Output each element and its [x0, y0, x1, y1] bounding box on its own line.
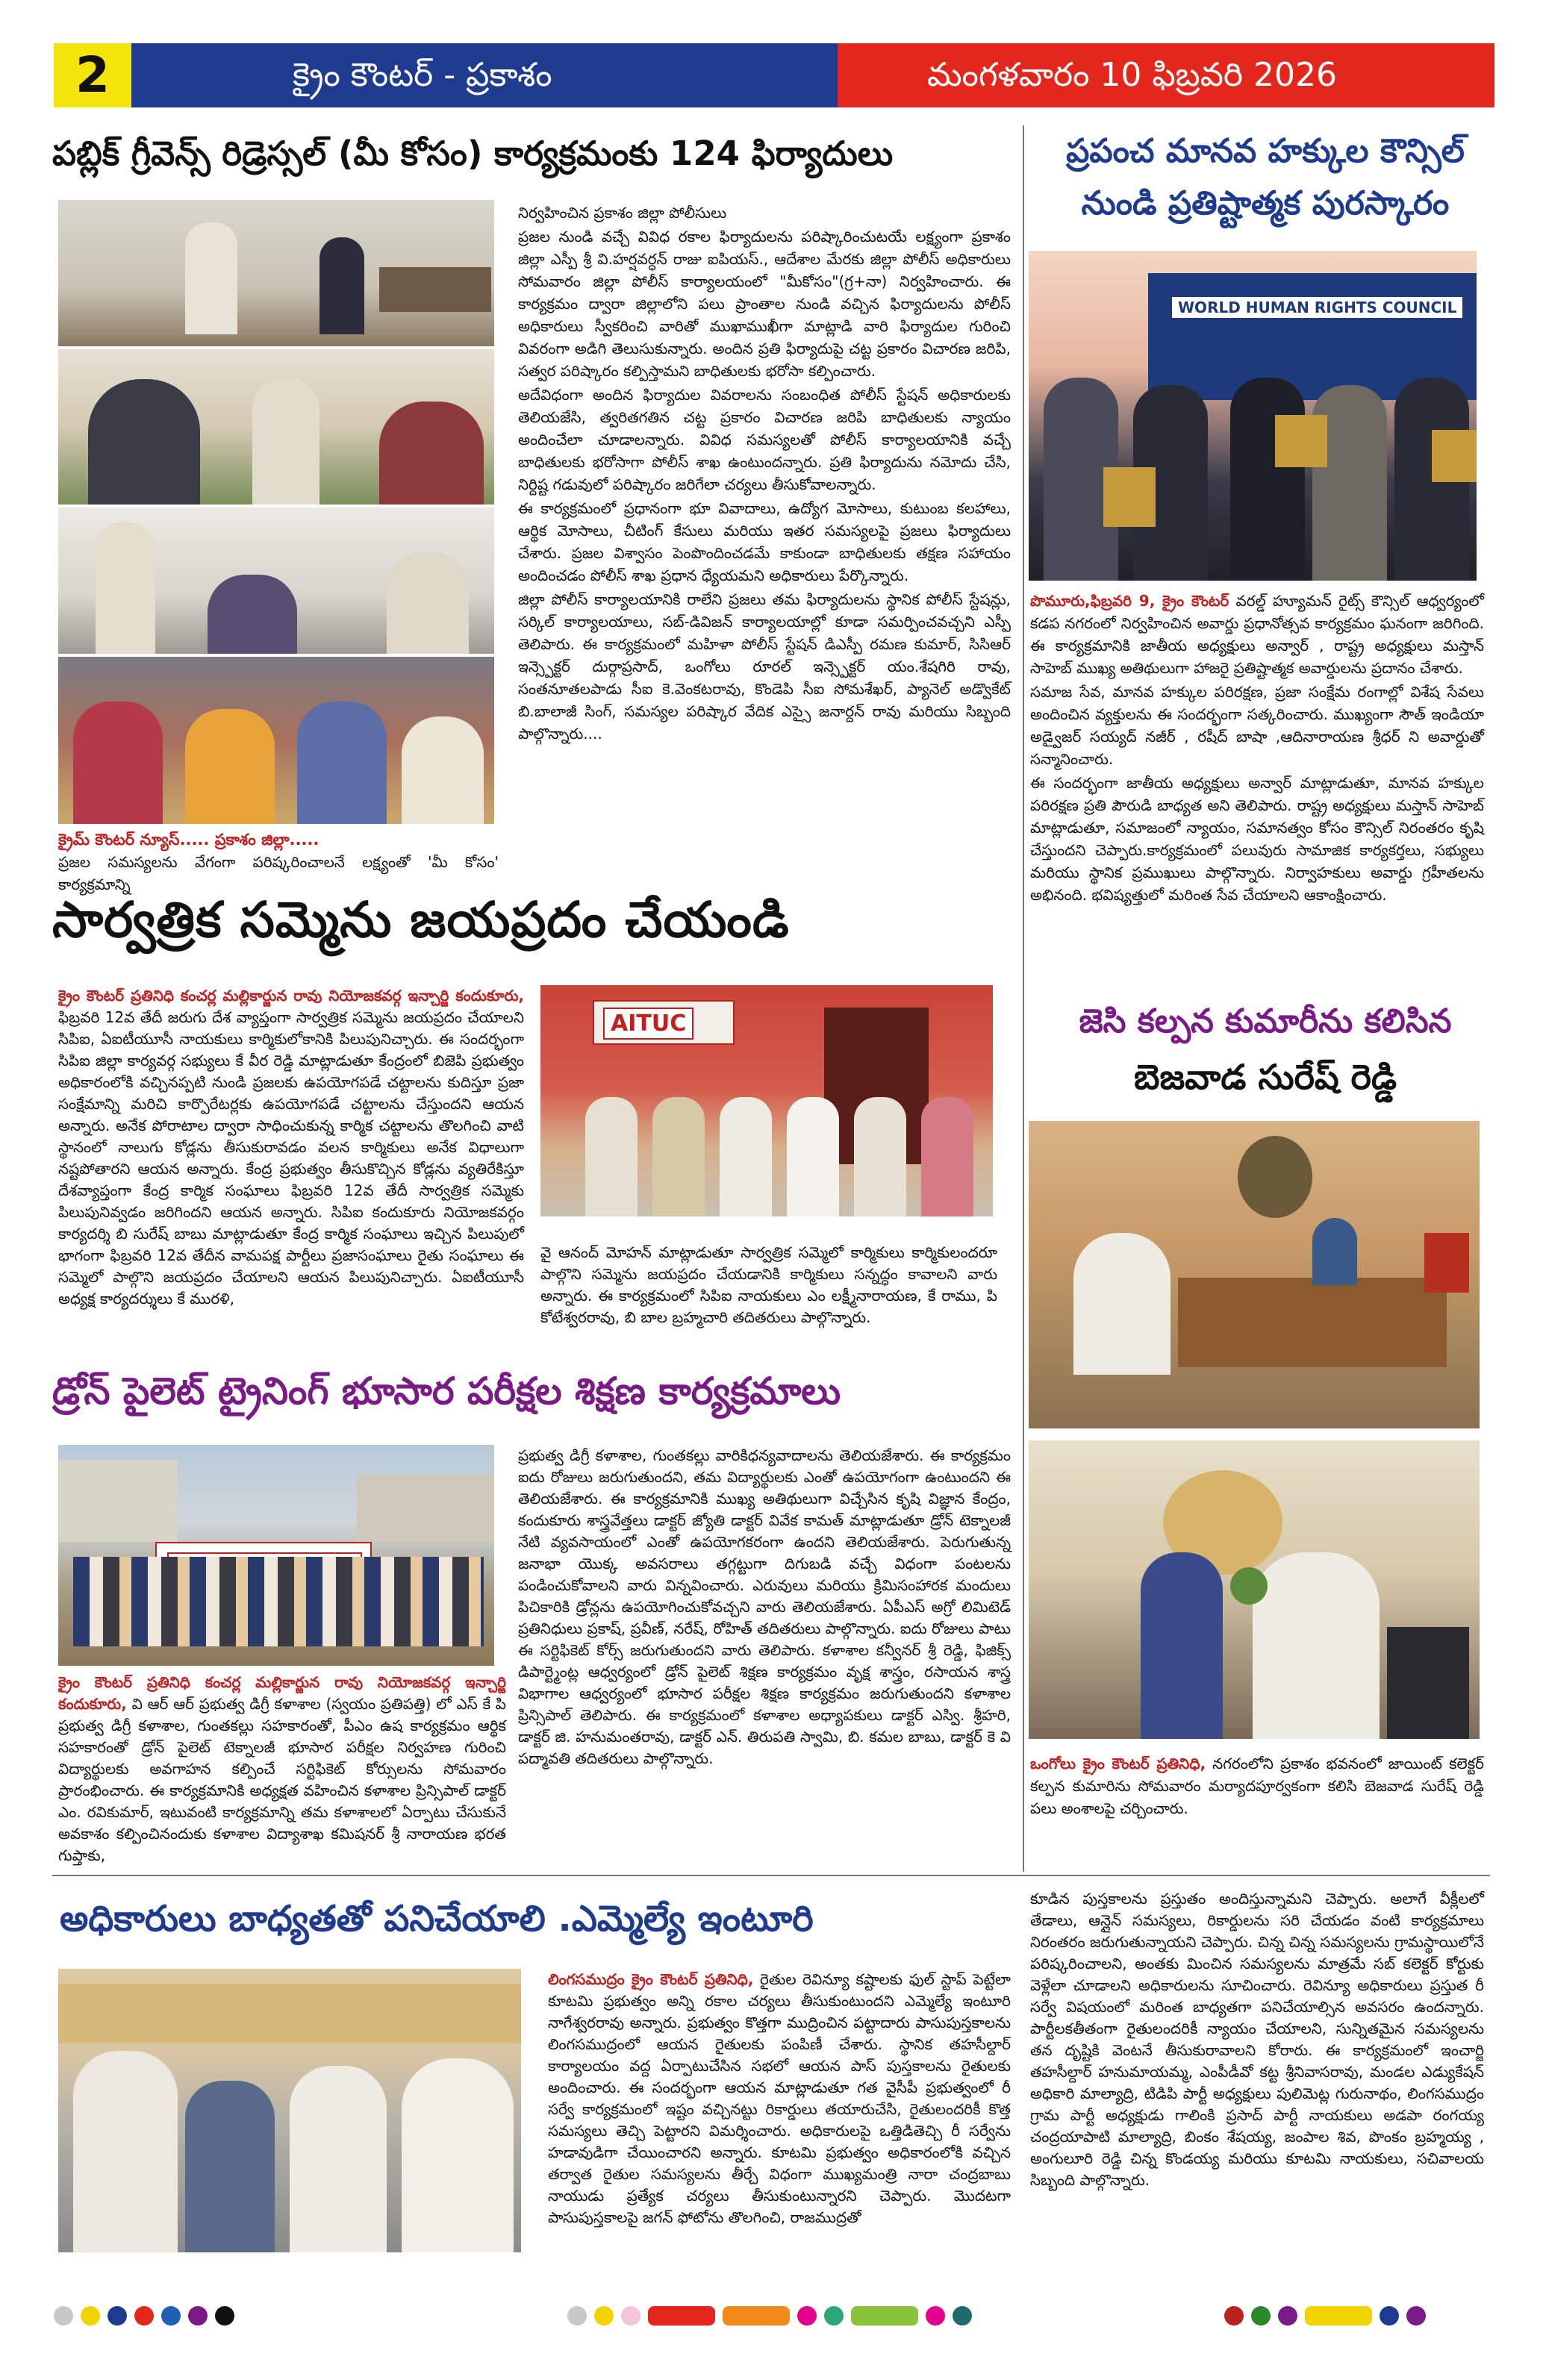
story5-para-1: వి ఆర్ ఆర్ ప్రభుత్వ డిగ్రీ కళాశాల (స్వయం ప్రతిపత్తి) లో ఎస్ కే పి ప్రభుత్వ డిగ్రీ కళాశాల, గుంతకల్లు సహకారంతో, పీఎం ఉష కార్యక్రమం ఆర్థిక సహకారంతో డ్రోన్ పైలెట్ టెక్నాలజీ భూసార పరీక్షల నిర్వహణ గురించి విద్యార్థులకు అవగాహన కల్పించే సర్టిఫికెట్ కోర్సులను సోమవారం ప్రారంభించారు. ఈ కార్యక్రమానికి అధ్యక్షత వహించిన కళాశాల ప్రిన్సిపాల్ డాక్టర్ ఎం. రవికుమార్, ఇటువంటి కార్యక్రమాన్ని తమ కళాశాలలో ఏర్పాటు చేసుకునే అవకాశం కల్పించినందుకు కళాశాల విద్యాశాఖ కమిషనర్ శ్రీ నారాయణ భరత గుప్తాకు, — [58, 1695, 507, 1864]
story3-photo — [540, 985, 993, 1216]
masthead — [54, 43, 1494, 107]
story1-photo-2 — [58, 349, 494, 505]
story1-para-5: జిల్లా పోలీస్ కార్యాలయానికి రాలేని ప్రజలు తమ ఫిర్యాదులను స్థానిక పోలీస్ స్టేషన్లు, సర్కిల్ కార్యాలయాలు, సబ్-డివిజన్ కార్యాలయాల్లో కూడా సమర్పించవచ్చని ఎస్పీ తెలిపారు. ఈ కార్యక్రమంలో మహిళా పోలీస్ స్టేషన్ డిఎస్పీ రమణ కుమార్, సిసిఆర్ ఇన్స్పెక్టర్ దుర్గాప్రసాద్, ఒంగోలు రూరల్ ఇన్స్పెక్టర్ యం.శేషగిరి రావు, సంతనూతలపాడు సీఐ కె.వెంకటరావు, కొండెపి సీఐ సోమశేఖర్, ప్యానెల్ అడ్వొకేట్ బి.బాలాజీ సింగ్, సమస్యల పరిష్కార వేదిక ఎస్సై జనార్దన్ రావు మరియు సిబ్బంది పాల్గొన్నారు.... — [518, 590, 1011, 743]
story5-body-col2 — [518, 1445, 1011, 1771]
story4-caption-text: నగరంలోని ప్రకాశం భవనంలో జాయింట్ కలెక్టర్ కల్పన కుమారిను సోమవారం మర్యాదపూర్వకంగా కలిసి బెజవాడ సురేష్ రెడ్డి పలు అంశాలపై చర్చించారు. — [1030, 1755, 1485, 1817]
story2-body-lead: పొమూరు,ఫిబ్రవరి 9, క్రైం కౌంటర్ — [1030, 592, 1229, 610]
story2-photo — [1029, 251, 1477, 581]
page-number: 2 — [54, 43, 131, 107]
footer-color-dots-right — [1224, 2306, 1433, 2329]
story5-para-2: ప్రభుత్వ డిగ్రీ కళాశాల, గుంతకల్లు వారికిధన్యవాదాలను తెలియజేశారు. ఈ కార్యక్రమం ఐదు రోజులు జరుగుతుందని, తమ విద్యార్థులకు ఎంతో ఉపయోగంగా ఉంటుందని ఈ తెలియజేశారు. ఈ కార్యక్రమానికి ముఖ్య అతిథులుగా విచ్చేసిన కృషి విజ్ఞాన కేంద్రం, కందుకూరు శాస్త్రవేత్తలు డాక్టర్ జ్యోతి డాక్టర్ వివేక కామత్ మాట్లాడుతూ డ్రోన్ టెక్నాలజీ నేటి వ్యవసాయంలో ఎంతో ఉపయోగకరంగా ఉందని తెలియజేశారు. పెరుగుతున్న జనాభా యొక్క అవసరాలు తగ్గట్టుగా దిగుబడి వచ్చే విధంగా పంటలను పండించుకోవాలని వారు విన్నవించారు. ఎరువులు మరియు క్రిమిసంహారక మందులు పిచికారికి డ్రోన్లను ఉపయోగించుకోవచ్చని వారు తెలియజేశారు. ఏపీఎస్ అగ్రో లిమిటెడ్ ప్రతినిధులు ప్రకాష్, ప్రవీణ్, నరేష్, రోహిత్ తదితరులు పాల్గొన్నారు. ఐదు రోజులు పాటు ఈ సర్టిఫికెట్ కోర్స్ జరుగుతుందని వారు తెలిపారు. కళాశాల కన్వీనర్ శ్రీ రెడ్డి, ఫిజిక్స్ డిపార్ట్మెంట్ల ఆధ్వర్యంలో డ్రోన్ పైలెట్ శిక్షణ కార్యక్రమం వృక్ష శాస్త్రం, రసాయన శాస్త్ర విభాగాల ఆధ్వర్యంలో భూసార పరీక్షల శిక్షణ కార్యక్రమం జరుగుతుందని కళాశాల ప్రిన్సిపాల్ తెలిపారు. ఈ కార్యక్రమంలో కళాశాల అధ్యాపకులు డాక్టర్ ఎస్వి. శ్రీహరి, డాక్టర్ జి. హనుమంతరావు, డాక్టర్ ఎన్. తిరుపతి స్వామి, బి. కమల బాబు, డాక్టర్ కె వి పద్మావతి తదితరులు పాల్గొన్నారు. — [518, 1446, 1011, 1767]
story6-para-1: రైతుల రెవిన్యూ కష్టాలకు ఫుల్ స్టాప్ పెట్టేలా కూటమి ప్రభుత్వం అన్ని రకాల చర్యలు తీసుకుంటుందని ఎమ్మెల్యే ఇంటూరి నాగేశ్వరరావు అన్నారు. ప్రభుత్వం కొత్తగా ముద్రించిన పట్టాదారు పాసుపుస్తకాలను లింగసముద్రంలో ఆయన రైతులకు పంపిణీ చేశారు. స్థానిక తహసీల్దార్ కార్యాలయం వద్ద ఏర్పాటుచేసిన సభలో ఆయన పాస్ పుస్తకాలను రైతులకు అందించారు. ఈ సందర్భంగా ఆయన మాట్లాడుతూ గత వైసీపీ ప్రభుత్వంలో రీ సర్వే కార్యక్రమంలో ఇష్టం వచ్చినట్టు రికార్డులు తయారుచేసి, రైతులందరికీ కొత్త సమస్యలు తెచ్చి పెట్టారని విమర్శించారు. అధికారులపై ఒత్తిడితెచ్చి రీ సర్వేను హడావుడిగా చేయించారని అన్నారు. కూటమి ప్రభుత్వం అధికారంలోకి వచ్చిన తర్వాత రైతుల సమస్యలను తీర్చే విధంగా ముఖ్యమంత్రి నారా చంద్రబాబు నాయుడు ప్రత్యేక చర్యలు తీసుకుంటున్నారని చెప్పారు. మొదటగా పాసుపుస్తకాలపై జగన్ ఫోటోను తొలగించి, రాజముద్రతో — [548, 1970, 1011, 2226]
footer-color-dots-left — [54, 2306, 242, 2329]
story6-headline: అధికారులు బాధ్యతతో పనిచేయాలి .ఎమ్మెల్యే ఇంటూరి — [60, 1898, 814, 1940]
story3-para-1: ఫిబ్రవరి 12వ తేదీ జరుగు దేశ వ్యాప్తంగా సార్వత్రిక సమ్మెను జయప్రదం చేయాలని సిపిఐ, ఏఐటీయూసీ నాయకులు కార్మికులోకానికి పిలుపునిచ్చారు. ఈ సందర్భంగా సిపిఐ జిల్లా కార్యవర్గ సభ్యులు కే వీర రెడ్డి మాట్లాడుతూ కేంద్రంలో బిజెపి ప్రభుత్వం అధికారంలోకి వచ్చినప్పటి నుండి ప్రజలకు ఉపయోగపడే చట్టాలను కుదిస్తూ ప్రజా సంక్షేమాన్ని మరిచి కార్పొరేటర్లకు ఉపయోగపడే చట్టాలను చేస్తుందని ఆయన అన్నారు. అనేక పోరాటాల ద్వారా సాధించుకున్న కార్మిక చట్టాలను తొలగించి వాటి స్థానంలో నాలుగు కోడ్లను తీసుకురావడం వలన కార్మికులు అనేక విధాలుగా నష్టపోతారని ఆయన అన్నారు. కేంద్ర ప్రభుత్వం తీసుకొచ్చిన కోడ్లను వ్యతిరేకిస్తూ దేశవ్యాప్తంగా కేంద్ర కార్మిక సంఘాలు ఫిబ్రవరి 12వ తేదీ సార్వత్రిక సమ్మెకు పిలుపునివ్వడం జరిగిందని ఆయన అన్నారు. సిపిఐ కందుకూరు నియోజకవర్గం కార్యదర్శి బి సురేష్ బాబు మాట్లాడుతూ కేంద్ర కార్మిక సంఘాలు ఇచ్చిన పిలుపులో భాగంగా ఫిబ్రవరి 12వ తేదీన వామపక్ష పార్టీలు ప్రజాసంఘాలు రైతు సంఘాలు ఈ సమ్మెలో పాల్గొని జయప్రదం చేయాలని ఆయన పిలుపునిచ్చారు. ఏఐటీయూసీ అధ్యక్ష కార్యదర్శులు కే మురళి, — [58, 1008, 524, 1308]
story2-para-2: సమాజ సేవ, మానవ హక్కుల పరిరక్షణ, ప్రజా సంక్షేమ రంగాల్లో విశేష సేవలు అందించిన వ్యక్తులను ఈ సందర్భంగా సత్కరించారు. ముఖ్యంగా సౌత్ ఇండియా అడ్వైజర్ సయ్యద్ నజీర్ , రషీద్ బాషా ,ఆదినారాయణ శ్రీధర్ ని అవార్డుతో సన్మానించారు. — [1030, 683, 1484, 768]
story4-caption-lead: ఒంగోలు క్రైం కౌంటర్ ప్రతినిధి, — [1030, 1755, 1206, 1772]
story1-photo-3 — [58, 507, 494, 654]
story3-headline: సార్వత్రిక సమ్మెను జయప్రదం చేయండి — [52, 891, 790, 949]
story6-body-lead: లింగసముద్రం క్రైం కౌంటర్ ప్రతినిధి, — [548, 1970, 754, 1988]
issue-date: మంగళవారం 10 ఫిబ్రవరి 2026 — [838, 43, 1494, 107]
story3-para-2: వై ఆనంద్ మోహన్ మాట్లాడుతూ సార్వత్రిక సమ్మెలో కార్మికులు కార్మికులందరూ పాల్గొని సమ్మెను జయప్రదం చేయడానికి కార్మికులు సన్నద్ధం కావాలని వారు అన్నారు. ఈ కార్యక్రమంలో సిపిఐ నాయకులు ఎం లక్ష్మీనారాయణ, కే రాము, పి కోటేశ్వరరావు, బి బాల బ్రహ్మచారి తదితరులు పాల్గొన్నారు. — [540, 1243, 997, 1326]
brand-title: క్రైం కౌంటర్ - ప్రకాశం — [131, 43, 838, 107]
story3-body-col1 — [58, 985, 524, 1311]
story1-headline: పబ్లిక్ గ్రీవెన్స్ రిడ్రెస్సల్ (మీ కోసం) కార్యక్రమంకు 124 ఫిర్యాదులు — [52, 134, 894, 173]
story2-para-1: వరల్డ్ హ్యూమన్ రైట్స్ కౌన్సిల్ ఆధ్వర్యంలో కడప నగరంలో నిర్వహించిన అవార్డు ప్రధానోత్సవ కార్యక్రమం ఘనంగా జరిగింది. ఈ కార్యక్రమానికి జాతీయ అధ్యక్షులు అన్వార్ , రాష్ట్ర అధ్యక్షులు మస్తాన్ సాహెబ్ ముఖ్య అతిథులుగా హాజరై ప్రతిష్టాత్మక అవార్డులను ప్రదానం చేశారు. — [1030, 592, 1485, 677]
story4-headline-1: జెసి కల్పన కుమారీను కలిసిన — [1079, 1002, 1452, 1040]
story6-para-2: కూడిన పుస్తకాలను ప్రస్తుతం అందిస్తున్నామని చెప్పారు. అలాగే వీక్లీలలో తేడాలు, ఆన్లైన్ సమస్యలు, రికార్డులను సరి చేయడం వంటి కార్యక్రమాలు నిరంతరం జరుగుతున్నాయని చెప్పారు. చిన్న చిన్న సమస్యలను గ్రామస్థాయిలోనే పరిష్కరించాలని, అంతకు మించిన సమస్యలను మాత్రమే సబ్ కలెక్టర్ కోర్టుకు వెళ్లేలా చూడాలని అధికారులను సూచించారు. రెవిన్యూ అధికారులు ప్రస్తుత రీ సర్వే విషయంలో మరింత బాధ్యతగా పనిచేయాల్సిన అవసరం ఉందన్నారు. పార్టీలకతీతంగా రైతులందరికీ న్యాయం చేయాలని, సున్నితమైన సమస్యలను తన దృష్టికి వెంటనే తీసుకురావాలని కోరారు. ఈ కార్యక్రమంలో ఇంచార్జి తహసీల్దార్ హనుమాయమ్మ, ఎంపీడీవో కట్ట శ్రీనివాసరావు, మండల ఎడ్యుకేషన్ అధికారి మాల్యాద్రి, టిడిపి పార్టీ అధ్యక్షులు పులిమెట్ల గురునాథం, లింగసముద్రం గ్రామ పార్టీ అధ్యక్షుడు గాలింకి ప్రసాద్ పార్టీ నాయకులు అడపా రంగయ్య చంద్రయాపాటి మాల్యాద్రి, బింకం శేషయ్య, జంపాల శివ, పొంకం బ్రహ్మయ్య , అంగులూరి రెడ్డి చిన్న కొండయ్య మరియు కూటమి నాయకులు, సచివాలయ సిబ్బంది పాల్గొన్నారు. — [1030, 1890, 1484, 2189]
story1-photo-4 — [58, 657, 494, 824]
story3-body-lead: క్రైం కౌంటర్ ప్రతినిధి కంచర్ల మల్లికార్జున రావు నియోజకవర్గ ఇన్చార్జి కందుకూరు, — [58, 987, 524, 1005]
story4-headline-2: బెజవాడ సురేష్ రెడ్డి — [1133, 1057, 1397, 1097]
story1-para-4: ఈ కార్యక్రమంలో ప్రధానంగా భూ వివాదాలు, ఉద్యోగ మోసాలు, కుటుంబ కలహాలు, ఆర్థిక మోసాలు, చీటింగ్ కేసులు మరియు ఇతర సమస్యలపై ప్రజలు ఫిర్యాదులు చేశారు. ప్రజల విశ్వాసం పెంపొందించడమే కాకుండా బాధితులకు తక్షణ సహాయం అందించడం పోలీస్ శాఖ ప్రధాన ధ్యేయమని అధికారులు పేర్కొన్నారు. — [518, 499, 1011, 584]
story6-body-col2 — [1030, 1888, 1484, 2193]
story5-headline: డ్రోన్ పైలెట్ ట్రైనింగ్ భూసార పరీక్షల శిక్షణ కార్యక్రమాలు — [52, 1369, 841, 1413]
story3-body-col2 — [540, 1242, 997, 1330]
story1-para-2: ప్రజల నుండి వచ్చే వివిధ రకాల ఫిర్యాదులను పరిష్కారించుటయే లక్ష్యంగా ప్రకాశం జిల్లా ఎస్పీ శ్రీ వి.హర్షవర్ధన్ రాజు ఐపియస్., ఆదేశాల మేరకు జిల్లా పోలీస్ అధికారులు సోమవారం జిల్లా పోలీస్ కార్యాలయంలో "మీకోసం"(గ్ర+నా) నిర్వహించారు. ఈ కార్యక్రమం ద్వారా జిల్లాలోని పలు ప్రాంతాల నుండి వచ్చిన ఫిర్యాదులను పోలీస్ అధికారులు స్వీకరించి వారితో ముఖాముఖీగా మాట్లాడి వారి ఫిర్యాదుల గురించి వివరంగా అడిగి తెలుసుకున్నారు. అందిన ప్రతి ఫిర్యాదుపై చట్ట ప్రకారం విచారణ జరిపి, సత్వర పరిష్కారం కల్పిస్తామని బాధితులకు భరోసా కల్పించారు. — [518, 228, 1011, 380]
story1-caption-lead: క్రైమ్ కౌంటర్ న్యూస్..... ప్రకాశం జిల్లా..... — [58, 831, 319, 849]
story5-body-lead: క్రైం కౌంటర్ ప్రతినిధి కంచర్ల మల్లికార్జున రావు నియోజకవర్గ ఇన్చార్జి కందుకూరు, — [58, 1673, 506, 1713]
footer-color-dots-center — [567, 2306, 979, 2329]
story1-body — [518, 202, 1011, 746]
story4-photo-1 — [1029, 1121, 1480, 1428]
story1-para-3: అదేవిధంగా అందిన ఫిర్యాదుల వివరాలను సంబంధిత పోలీస్ స్టేషన్ అధికారులకు తెలియజేసి, త్వరితగతిన చట్ట ప్రకారం విచారణ జరిపి బాధితులకు న్యాయం అందించేలా చూడాలన్నారు. వివిధ సమస్యలతో పోలీస్ కార్యాలయానికి వచ్చే బాధితులకు భరోసాగా పోలీస్ శాఖ ఉంటుందన్నారు. ప్రతి ఫిర్యాదును నమోదు చేసి, నిర్దిష్ట గడువులో పరిష్కారం జరిగేలా చర్యలు తీసుకోవాలన్నారు. — [518, 386, 1011, 493]
story3-photo-sign: AITUC — [603, 1008, 693, 1040]
story6-body-col1 — [548, 1969, 1011, 2230]
story6-photo — [58, 1969, 521, 2252]
story1-photo-1 — [58, 200, 494, 346]
story2-headline-2: నుండి ప్రతిష్టాత్మక పురస్కారం — [1081, 184, 1450, 222]
story2-headline-1: ప్రపంచ మానవ హక్కుల కౌన్సిల్ — [1066, 132, 1465, 170]
story1-para-1: నిర్వహించిన ప్రకాశం జిల్లా పోలీసులు — [518, 204, 727, 222]
story2-para-3: ఈ సందర్భంగా జాతీయ అధ్యక్షులు అన్వార్ మాట్లాడుతూ, మానవ హక్కుల పరిరక్షణ ప్రతి పౌరుడి బాధ్యత అని తెలిపారు. రాష్ట్ర అధ్యక్షులు మస్తాన్ సాహెబ్ మాట్లాడుతూ, సమాజంలో న్యాయం, సమానత్వం కోసం కౌన్సిల్ నిరంతరం కృషి చేస్తుందని చెప్పారు.కార్యక్రమంలో పలువురు సామాజిక కార్యకర్తలు, సభ్యులు మరియు స్థానిక ప్రముఖులు పాల్గొన్నారు. నిర్వాహకులు అవార్డు గ్రహీతలను అభినంది. భవిష్యత్తులో మరింత సేవ చేయాలని ఆకాంక్షించారు. — [1030, 774, 1484, 904]
story2-photo-banner: WORLD HUMAN RIGHTS COUNCIL — [1171, 296, 1464, 319]
story2-body — [1030, 590, 1484, 908]
story4-photo-2 — [1029, 1440, 1480, 1739]
story5-photo — [58, 1445, 494, 1666]
story1-caption-text: ప్రజల సమస్యలను వేగంగా పరిష్కరించాలనే లక్ష్యంతో 'మీ కోసం' కార్యక్రమాన్ని — [58, 853, 499, 893]
story4-caption — [1030, 1752, 1484, 1820]
story1-caption — [58, 828, 499, 896]
story5-body-col1 — [58, 1672, 506, 1868]
